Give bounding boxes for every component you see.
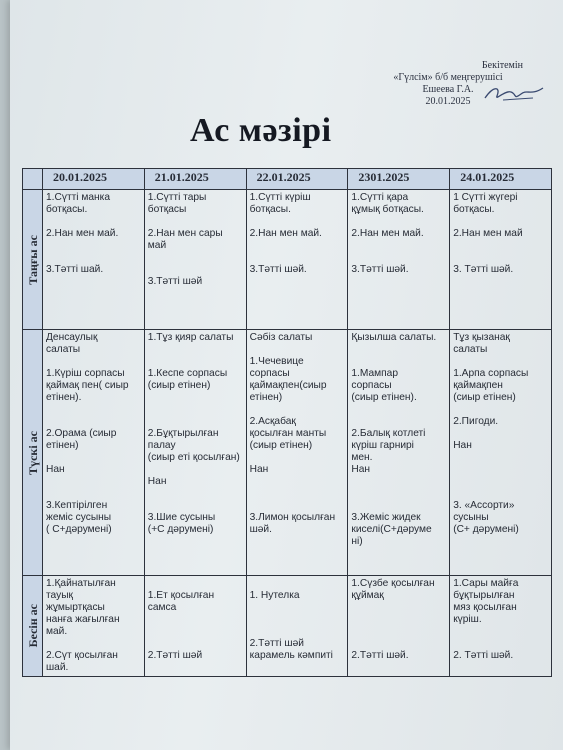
dish-line <box>351 638 446 650</box>
page-title: Ас мәзірі <box>190 112 332 149</box>
dish-line: қаймақпен <box>453 380 503 391</box>
menu-cell <box>43 330 145 576</box>
menu-cell <box>43 190 145 330</box>
dish-line <box>148 500 243 512</box>
dish-line: ботқасы. <box>46 204 88 215</box>
dish-line <box>148 264 243 276</box>
dish-line: 2.Асқабақ <box>249 416 296 427</box>
dish-line: ні) <box>351 536 363 547</box>
dish-line: 3. «Ассорти» <box>453 500 515 511</box>
dish-line: мен. <box>351 452 373 463</box>
dish-line: ботқасы. <box>249 204 291 215</box>
approval-line-4: 20.01.2025 <box>425 96 471 107</box>
dish-line <box>351 344 446 356</box>
dish-line: жұмыртқасы <box>46 602 105 613</box>
dish-line <box>148 614 243 626</box>
dish-line <box>453 428 548 440</box>
dish-line: Қызылша салаты. <box>351 332 437 343</box>
dish-line <box>453 476 548 488</box>
dish-line <box>250 602 345 614</box>
dish-line <box>351 626 446 638</box>
approval-line-3: Ешеева Г.А. <box>422 84 474 95</box>
dish-line: 1.Ет қосылған <box>147 590 215 601</box>
dish-line: жеміс сусыны <box>46 512 112 523</box>
dish-line: 1.Тұз қияр салаты <box>147 332 234 343</box>
menu-table <box>22 168 552 677</box>
menu-cell <box>144 330 246 576</box>
menu-cell <box>450 190 552 330</box>
dish-line <box>351 252 446 264</box>
dish-line <box>250 626 345 638</box>
dish-line: 1.Сүтті қара <box>351 192 409 203</box>
dish-line <box>148 252 243 264</box>
dish-line <box>250 216 345 228</box>
dish-line: етінен) <box>249 392 283 403</box>
dish-line: қосылған манты <box>249 428 327 439</box>
dish-line: Нан <box>351 464 371 475</box>
dish-line <box>148 344 243 356</box>
dish-line: 1.Сүтті манка <box>46 192 111 203</box>
dish-line <box>46 476 141 488</box>
date-header-row <box>23 169 552 190</box>
dish-line <box>148 392 243 404</box>
dish-line: 2.Нан мен май. <box>249 228 322 239</box>
dish-line: Нан <box>453 440 472 451</box>
dish-line: шәй. <box>249 524 272 535</box>
dish-line: Нан <box>46 464 65 475</box>
dish-line: ботқасы <box>147 204 187 215</box>
dish-line: 3.Жеміс жидек <box>351 512 421 523</box>
dish-line: 2.Нан мен май. <box>351 228 424 239</box>
dish-line <box>46 240 141 252</box>
date-header: 2301.2025 <box>348 169 450 190</box>
dish-line <box>46 638 141 650</box>
dish-line: 2.Нан мен май <box>453 228 523 239</box>
dish-line: Сәбіз салаты <box>249 332 313 343</box>
approval-line-2: «Гүлсім» б/б меңгерушісі <box>393 72 503 83</box>
menu-sheet <box>10 0 563 750</box>
dish-line <box>453 464 548 476</box>
dish-line <box>46 216 141 228</box>
meal-label: Таңғы ас <box>25 234 40 285</box>
dish-line: (сиыр етінен). <box>351 392 417 403</box>
dish-line: нанға жағылған <box>46 614 120 625</box>
dish-line <box>148 638 243 650</box>
dish-line: тауық <box>46 590 73 601</box>
dish-line: Денсаулық <box>46 332 98 343</box>
dish-line: сусыны <box>453 512 489 523</box>
menu-cell <box>348 190 450 330</box>
dish-line <box>46 404 141 416</box>
dish-line: карамель кәмпиті <box>249 650 333 661</box>
dish-line <box>351 488 446 500</box>
date-header: 21.01.2025 <box>144 169 246 190</box>
menu-cell <box>450 330 552 576</box>
dish-line: 1.Сары майға <box>453 578 519 589</box>
date-header: 22.01.2025 <box>246 169 348 190</box>
dish-line <box>351 476 446 488</box>
dish-line: самса <box>147 602 177 613</box>
dish-line: салаты <box>46 344 81 355</box>
dish-line: (С+ дәрумені) <box>453 524 519 535</box>
dish-line <box>453 626 548 638</box>
dish-line: қаймақ пен( сиыр <box>46 380 129 391</box>
dish-line <box>250 344 345 356</box>
dish-line <box>351 216 446 228</box>
dish-line: етінен). <box>46 392 82 403</box>
dish-line: салаты <box>453 344 488 355</box>
dish-line: 3.Тәтті шәй. <box>249 264 307 275</box>
dish-line <box>453 356 548 368</box>
dish-line: 2.Тәтті шәй <box>249 638 304 649</box>
dish-line: 1. Нутелка <box>249 590 300 601</box>
meal-label-cell <box>23 330 43 576</box>
dish-line <box>250 252 345 264</box>
dish-line <box>453 404 548 416</box>
dish-line <box>250 240 345 252</box>
dish-line: 2.Нан мен сары май <box>147 228 226 251</box>
dish-line: етінен) <box>46 440 79 451</box>
dish-line: (сиыр етінен) <box>249 440 313 451</box>
dish-line: қаймақпен(сиыр <box>249 380 327 391</box>
dish-line: 2.Балық котлеті <box>351 428 426 439</box>
dish-line: құмық ботқасы. <box>351 204 424 215</box>
dish-line: шай. <box>46 662 69 673</box>
dish-line: 1.Мампар <box>351 368 399 379</box>
dish-line <box>46 252 141 264</box>
meal-row <box>23 330 552 576</box>
dish-line <box>148 488 243 500</box>
dish-line <box>250 500 345 512</box>
dish-line <box>351 240 446 252</box>
dish-line <box>351 416 446 428</box>
menu-cell <box>450 576 552 677</box>
meal-label-cell <box>23 190 43 330</box>
meal-row <box>23 190 552 330</box>
dish-line: күріш гарнирі <box>351 440 414 451</box>
dish-line: бұқтырылған <box>453 590 515 601</box>
menu-cell <box>144 190 246 330</box>
dish-line <box>250 578 345 590</box>
dish-line: мяз қосылған <box>453 602 517 613</box>
dish-line: киселі(С+дәруме <box>351 524 432 535</box>
dish-line: 1.Арпа сорпасы <box>453 368 529 379</box>
dish-line: құймақ <box>351 590 384 601</box>
dish-line <box>250 452 345 464</box>
dish-line: 2.Тәтті шәй. <box>351 650 409 661</box>
date-header: 24.01.2025 <box>450 169 552 190</box>
dish-line: 3.Тәтті шай. <box>46 264 104 275</box>
dish-line: 1.Күріш сорпасы <box>46 368 125 379</box>
meal-label-cell <box>23 576 43 677</box>
menu-cell <box>144 576 246 677</box>
meal-label: Түскі ас <box>25 430 40 475</box>
dish-line: Нан <box>147 476 167 487</box>
dish-line <box>351 500 446 512</box>
dish-line <box>250 488 345 500</box>
meal-label: Бесін ас <box>25 604 40 648</box>
dish-line <box>46 488 141 500</box>
signature-icon <box>483 82 545 104</box>
dish-line <box>453 216 548 228</box>
dish-line: сорпасы <box>351 380 392 391</box>
dish-line: күріш. <box>453 614 482 625</box>
dish-line <box>453 452 548 464</box>
dish-line: 1.Сүзбе қосылған <box>351 578 435 589</box>
dish-line: 3.Тәтті шәй. <box>351 264 409 275</box>
dish-line: 2.Нан мен май. <box>46 228 119 239</box>
dish-line: 1.Қайнатылған <box>46 578 116 589</box>
dish-line: 1 Сүтті жүгері <box>453 192 518 203</box>
dish-line: 3.Лимон қосылған <box>249 512 336 523</box>
date-header: 20.01.2025 <box>43 169 145 190</box>
menu-cell <box>246 330 348 576</box>
dish-line: 1.Кеспе сорпасы <box>147 368 228 379</box>
dish-line <box>148 578 243 590</box>
dish-line <box>453 638 548 650</box>
menu-cell <box>43 576 145 677</box>
dish-line <box>351 404 446 416</box>
dish-line: 3.Шие сусыны <box>147 512 216 523</box>
dish-line <box>148 464 243 476</box>
dish-line: 2. Тәтті шәй. <box>453 650 514 661</box>
dish-line: 1.Чечевице <box>249 356 304 367</box>
dish-line <box>351 602 446 614</box>
dish-line: 2.Пигоди. <box>453 416 499 427</box>
dish-line: (сиыр етінен) <box>147 380 211 391</box>
dish-line: ( С+дәрумені) <box>46 524 112 535</box>
dish-line: 2.Сүт қосылған <box>46 650 118 661</box>
dish-line <box>453 488 548 500</box>
dish-line: 1.Сүтті күріш <box>249 192 311 203</box>
dish-line: (сиыр еті қосылған) <box>147 452 240 463</box>
dish-line <box>351 614 446 626</box>
dish-line <box>250 404 345 416</box>
dish-line <box>148 356 243 368</box>
dish-line <box>46 356 141 368</box>
dish-line <box>148 416 243 428</box>
dish-line <box>453 240 548 252</box>
dish-line: палау <box>147 440 176 451</box>
dish-line <box>148 404 243 416</box>
dish-line: сорпасы <box>249 368 290 379</box>
dish-line: Нан <box>249 464 269 475</box>
dish-line <box>148 216 243 228</box>
dish-line: 2.Тәтті шәй <box>147 650 203 661</box>
dish-line <box>453 252 548 264</box>
dish-line: (+С дәрумені) <box>147 524 214 535</box>
dish-line <box>46 416 141 428</box>
menu-cell <box>246 576 348 677</box>
menu-cell <box>348 330 450 576</box>
menu-cell <box>246 190 348 330</box>
dish-line <box>46 452 141 464</box>
dish-line <box>148 626 243 638</box>
dish-line: 2.Бұқтырылған <box>147 428 219 439</box>
meal-row <box>23 576 552 677</box>
dish-line: Тұз қызанақ <box>453 332 510 343</box>
dish-line: ботқасы. <box>453 204 495 215</box>
dish-line: 1.Сүтті тары <box>147 192 207 203</box>
menu-cell <box>348 576 450 677</box>
corner-cell <box>23 169 43 190</box>
dish-line: май. <box>46 626 68 637</box>
dish-line <box>250 476 345 488</box>
dish-line: 3.Кептірілген <box>46 500 108 511</box>
dish-line: 3.Тәтті шәй <box>147 276 203 287</box>
dish-line: 2.Орама (сиыр <box>46 428 117 439</box>
dish-line <box>250 614 345 626</box>
approval-line-1: Бекітемін <box>481 60 523 71</box>
dish-line: (сиыр етінен) <box>453 392 516 403</box>
dish-line: 3. Тәтті шәй. <box>453 264 514 275</box>
dish-line <box>351 356 446 368</box>
